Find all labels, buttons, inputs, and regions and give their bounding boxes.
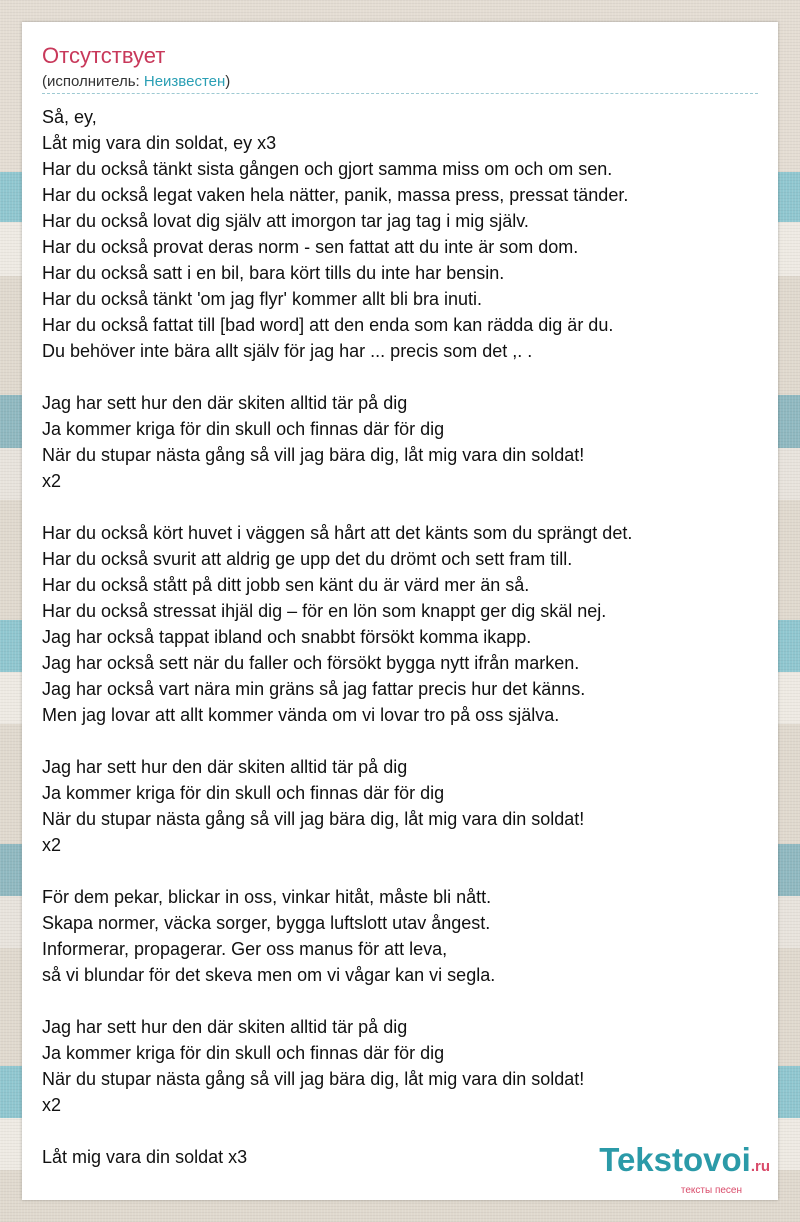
lyric-line: Jag har också sett när du faller och försökt bygga nytt ifrån marken.	[42, 653, 580, 673]
lyric-line: Ja kommer kriga för din skull och finnas där för dig	[42, 1043, 445, 1063]
lyric-line: så vi blundar för det skeva men om vi vågar kan vi segla.	[42, 965, 496, 985]
song-title: Отсутствует	[42, 43, 166, 68]
lyric-line: Så, ey,	[42, 107, 97, 127]
lyric-line: Har du också lovat dig själv att imorgon tar jag tag i mig själv.	[42, 211, 529, 231]
lyric-line: Du behöver inte bära allt själv för jag har ... precis som det ,. .	[42, 341, 533, 361]
lyric-line: Jag har sett hur den där skiten alltid tär på dig	[42, 393, 408, 413]
lyric-line: När du stupar nästa gång så vill jag bära dig, låt mig vara din soldat!	[42, 809, 585, 829]
lyric-line: Jag har sett hur den där skiten alltid tär på dig	[42, 1017, 408, 1037]
artist-prefix: (исполнитель:	[42, 73, 144, 90]
lyric-line: Jag har också vart nära min gräns så jag fattar precis hur det känns.	[42, 679, 586, 699]
lyric-line: Har du också stressat ihjäl dig – för en lön som knappt ger dig skäl nej.	[42, 601, 607, 621]
lyric-line: Har du också legat vaken hela nätter, panik, massa press, pressat tänder.	[42, 185, 629, 205]
stanza-break	[42, 988, 758, 1014]
site-logo[interactable]	[599, 1142, 770, 1196]
lyric-line: Ja kommer kriga för din skull och finnas där för dig	[42, 783, 445, 803]
logo-main-text: Tekstovoi	[599, 1141, 751, 1178]
lyric-line: Informerar, propagerar. Ger oss manus för att leva,	[42, 939, 448, 959]
stanza-break	[42, 858, 758, 884]
lyric-line: Jag har sett hur den där skiten alltid tär på dig	[42, 757, 408, 777]
artist-suffix: )	[225, 73, 231, 90]
logo-tagline: тексты песен	[680, 1185, 742, 1196]
logo-domain-suffix: .ru	[750, 1158, 770, 1175]
stanza-break	[42, 728, 758, 754]
lyric-line: Har du också tänkt 'om jag flyr' kommer allt bli bra inuti.	[42, 289, 483, 309]
lyric-line: För dem pekar, blickar in oss, vinkar hitåt, måste bli nått.	[42, 887, 492, 907]
stanza-break	[42, 494, 758, 520]
lyric-line: Har du också tänkt sista gången och gjort samma miss om och om sen.	[42, 159, 613, 179]
lyric-line: Men jag lovar att allt kommer vända om vi lovar tro på oss själva.	[42, 705, 560, 725]
lyric-line: Har du också stått på ditt jobb sen känt du är värd mer än så.	[42, 575, 530, 595]
lyric-line: Har du också kört huvet i väggen så hårt att det känts som du sprängt det.	[42, 523, 633, 543]
artist-line	[42, 72, 230, 92]
lyric-line: Har du också fattat till [bad word] att den enda som kan rädda dig är du.	[42, 315, 614, 335]
lyric-line: x2	[42, 471, 62, 491]
lyric-line: När du stupar nästa gång så vill jag bära dig, låt mig vara din soldat!	[42, 445, 585, 465]
lyric-line: x2	[42, 1095, 62, 1115]
lyric-line: Har du också provat deras norm - sen fattat att du inte är som dom.	[42, 237, 579, 257]
lyrics-card	[22, 22, 778, 1200]
lyric-line: När du stupar nästa gång så vill jag bära dig, låt mig vara din soldat!	[42, 1069, 585, 1089]
logo-wordmark	[599, 1142, 770, 1185]
lyrics-text	[42, 104, 758, 1170]
artist-link[interactable]: Неизвестен	[143, 73, 226, 90]
stanza-break	[42, 364, 758, 390]
lyric-line: x2	[42, 835, 62, 855]
lyric-line: Jag har också tappat ibland och snabbt försökt komma ikapp.	[42, 627, 532, 647]
lyric-line: Har du också satt i en bil, bara kört tills du inte har bensin.	[42, 263, 505, 283]
lyric-line: Låt mig vara din soldat, ey x3	[42, 133, 277, 153]
lyric-line: Skapa normer, väcka sorger, bygga luftslott utav ångest.	[42, 913, 491, 933]
lyric-line: Låt mig vara din soldat x3	[42, 1147, 248, 1167]
title-divider	[42, 93, 758, 94]
lyric-line: Ja kommer kriga för din skull och finnas där för dig	[42, 419, 445, 439]
lyric-line: Har du också svurit att aldrig ge upp det du drömt och sett fram till.	[42, 549, 573, 569]
